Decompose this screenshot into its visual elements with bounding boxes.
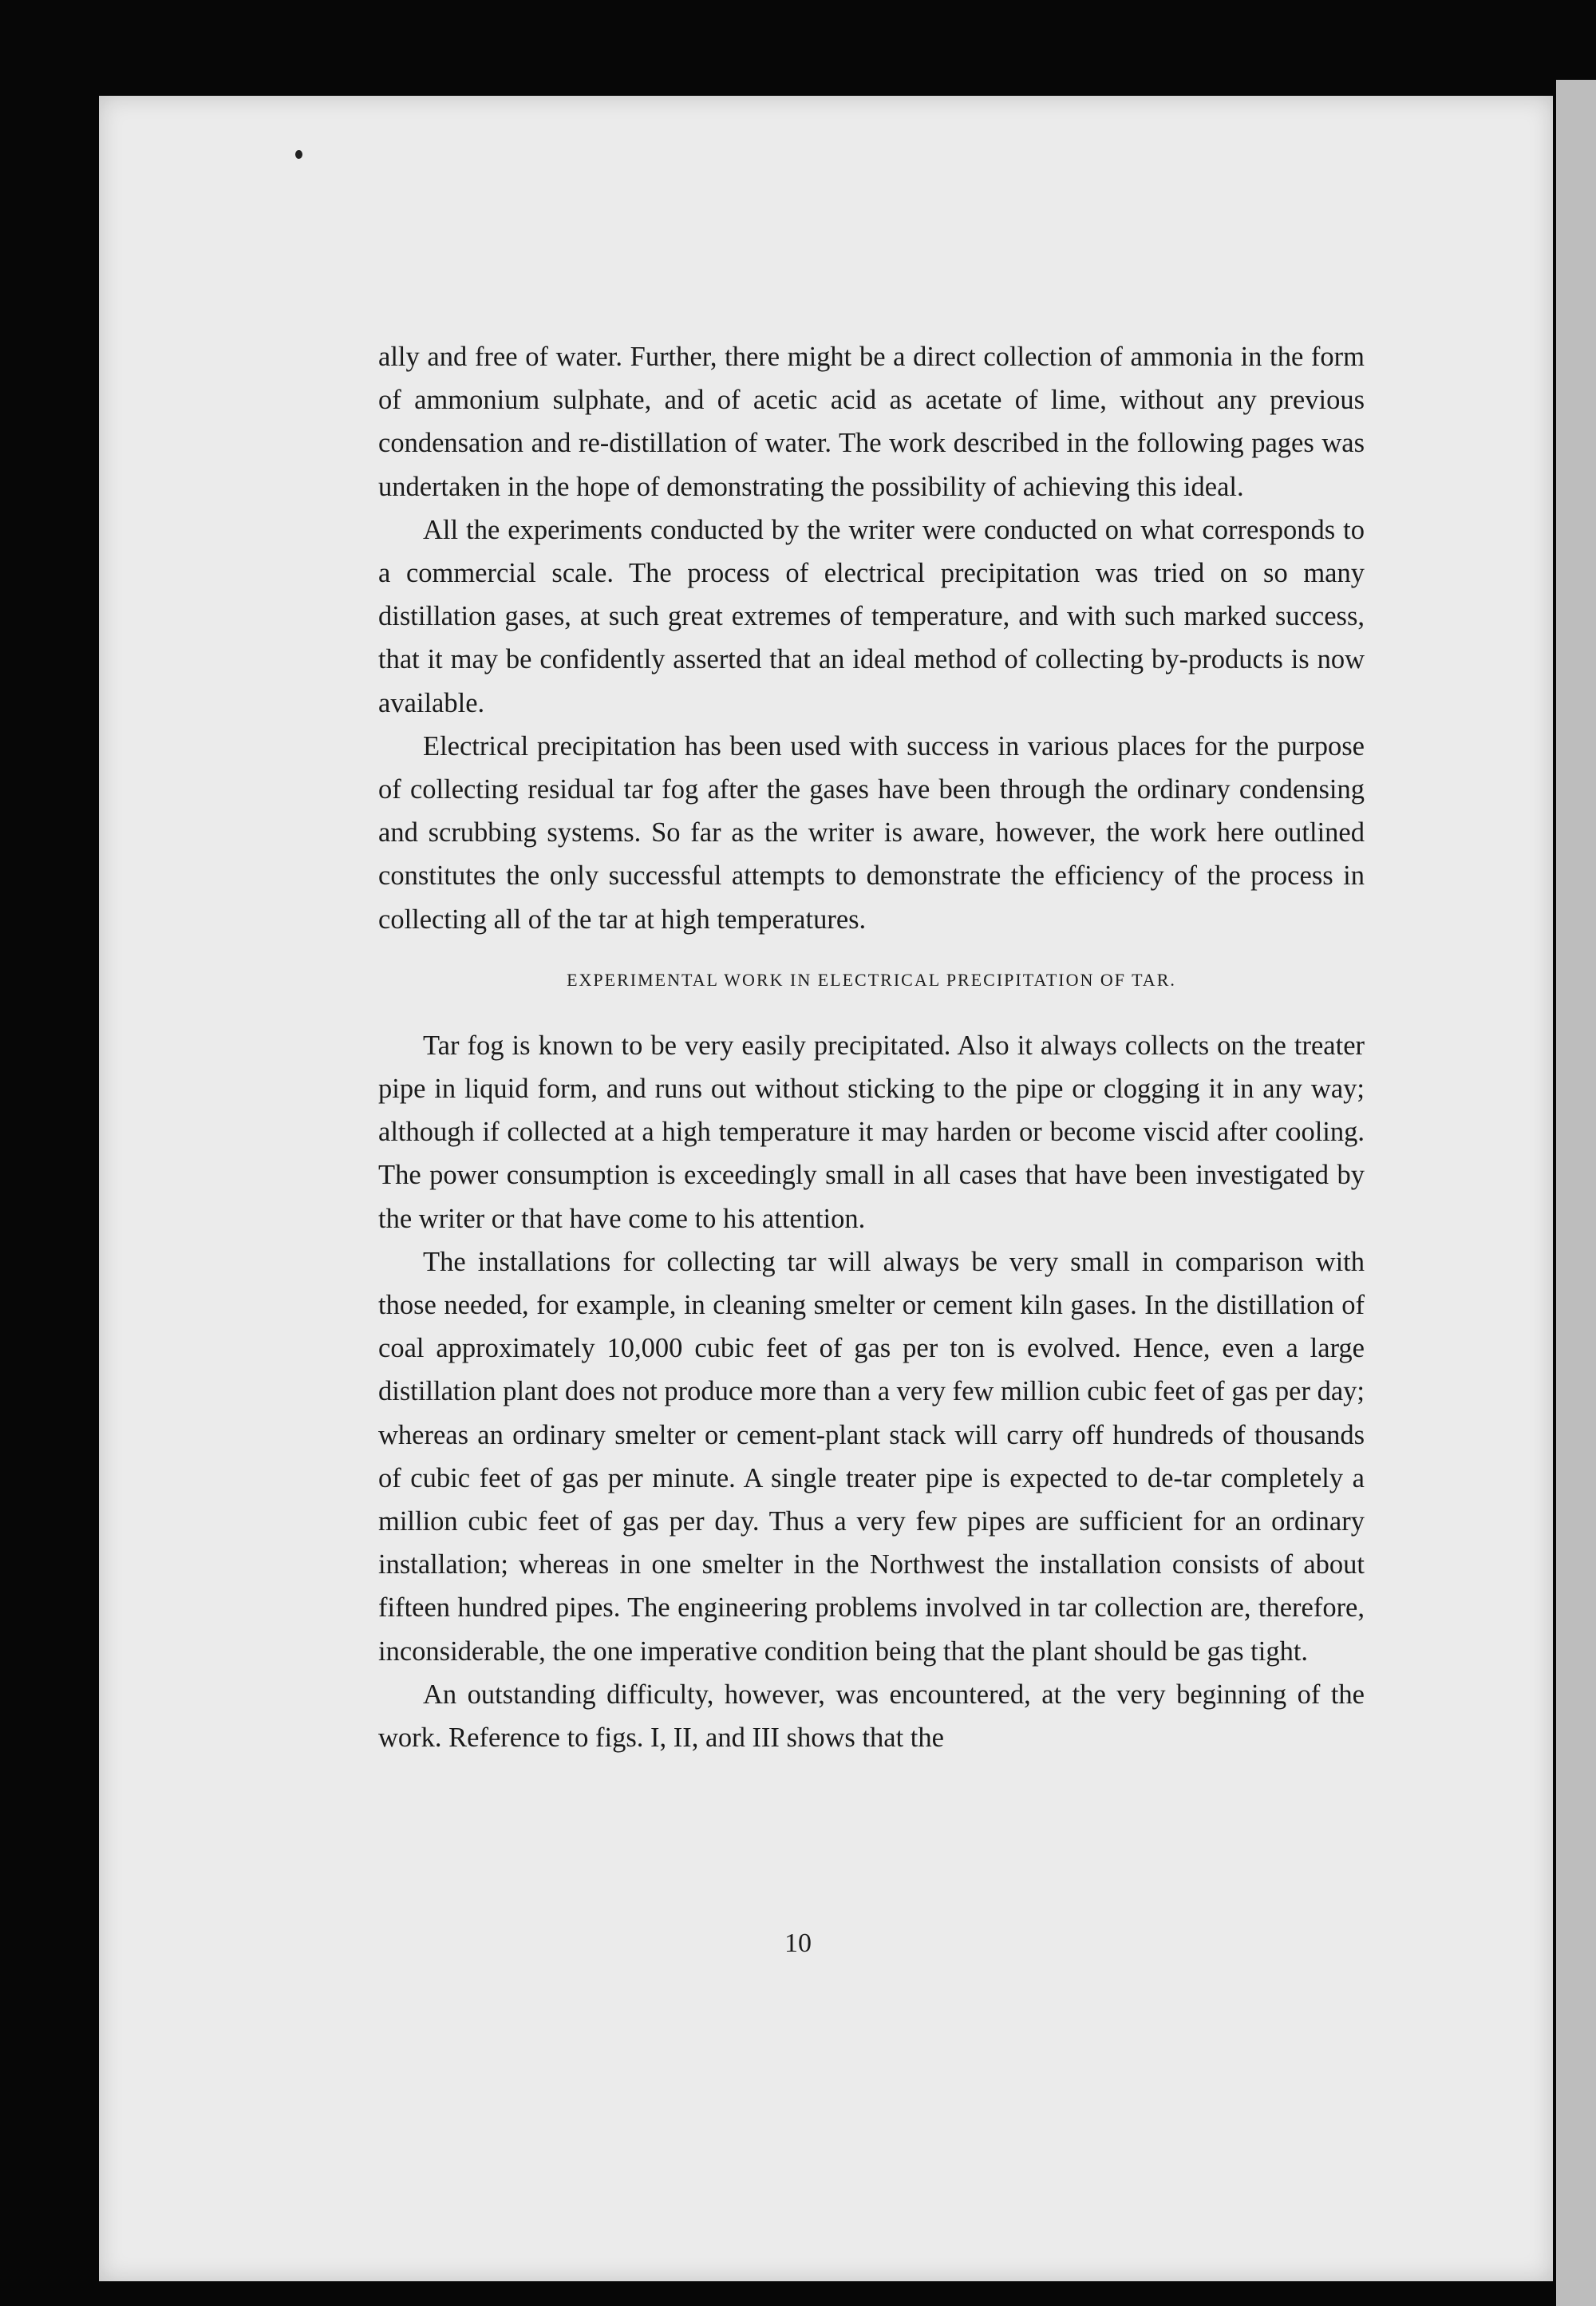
paragraph: Electrical precipitation has been used with success in various places for the purpose of collecting residual tar fog after the gases have been through the ordinary condensing and scrubbing systems. So far as the writer is aware, however, the work here outlined constitutes the only successful attempts to demonstrate the efficiency of the process in collecting all of the tar at high temperatures. [378, 730, 1365, 935]
adjacent-page-edge [1556, 80, 1596, 2306]
paragraph: Tar fog is known to be very easily precipitated. Also it always collects on the treater pipe in liquid form, and runs out without sticking to the pipe or clogging it in any way; although if collected at a high temperature it may harden or become viscid after cooling. The power consumption is exceedingly small in all cases that have been investigated by the writer or that have come to his attention. [378, 1030, 1365, 1234]
section-heading: EXPERIMENTAL WORK IN ELECTRICAL PRECIPITATION OF TAR. [567, 969, 1176, 990]
paragraph: The installations for collecting tar will always be very small in comparison with those needed, for example, in cleaning smelter or cement kiln gases. In the distillation of coal approximately 10,000 cubic feet of gas per ton is evolved. Hence, even a large distillation plant does not produce more than a very few million cubic feet of gas per day; whereas an ordinary smelter or cement-plant stack will carry off hundreds of thousands of cubic feet of gas per minute. A single treater pipe is expected to de-tar completely a million cubic feet of gas per day. Thus a very few pipes are sufficient for an ordinary installation; whereas in one smelter in the Northwest the installation consists of about fifteen hundred pipes. The engineering problems involved in tar collection are, therefore, inconsiderable, the one imperative condition being that the plant should be gas tight. [378, 1246, 1365, 1667]
page-number: 10 [784, 1928, 812, 1958]
paragraph: ally and free of water. Further, there might be a direct collection of ammonia in the form of ammonium sulphate, and of acetic acid as acetate of lime, without any previous condensation and re-distillation of water. The work described in the following pages was undertaken in the hope of demonstrating the possibility of achieving this ideal. [378, 342, 1365, 502]
ink-speck [295, 150, 302, 159]
body-text [378, 335, 1365, 1759]
paragraph: All the experiments conducted by the writer were conducted on what corresponds to a commercial scale. The process of electrical precipitation was tried on so many distillation gases, at such great extremes of temperature, and with such marked success, that it may be confidently asserted that an ideal method of collecting by-products is now available. [378, 514, 1365, 718]
paragraph: An outstanding difficulty, however, was encountered, at the very beginning of the work. Reference to figs. I, II, and III shows that the [378, 1679, 1365, 1754]
